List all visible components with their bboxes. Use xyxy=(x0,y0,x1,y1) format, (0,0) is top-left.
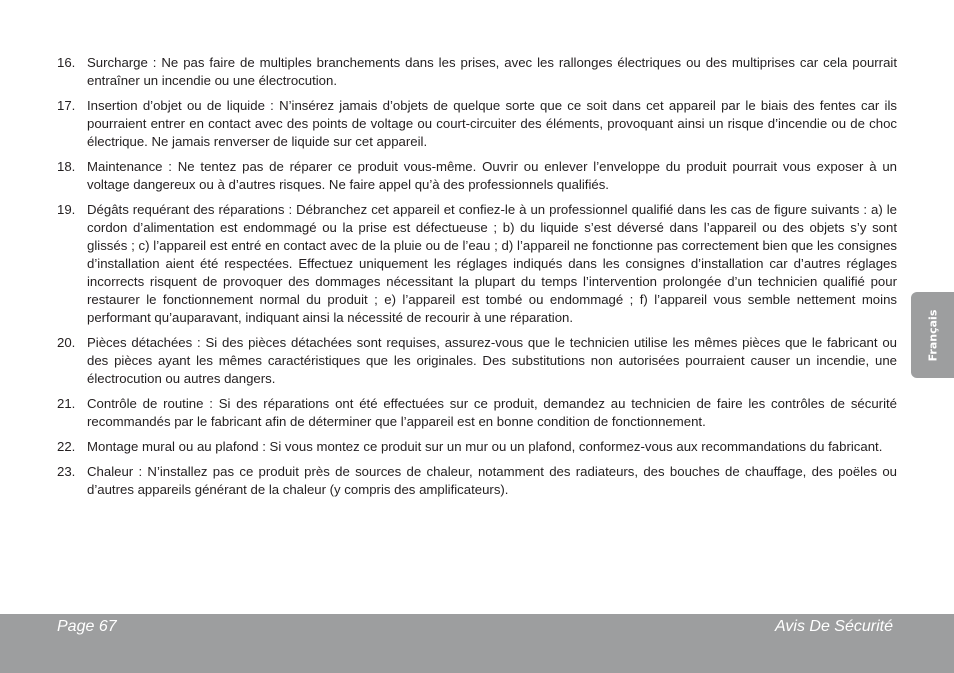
list-item xyxy=(57,463,897,499)
list-item xyxy=(57,201,897,327)
item-text: Maintenance : Ne tentez pas de réparer ce produit vous-même. Ouvrir ou enlever l’enveloppe du produit pourrait vous exposer à un voltage dangereux ou à d’autres risques. Ne faire appel qu’à des professionnels qualifiés. xyxy=(87,159,897,192)
list-item xyxy=(57,334,897,388)
list-item xyxy=(57,97,897,151)
item-number: 18. xyxy=(57,159,76,174)
item-text: Dégâts requérant des réparations : Débranchez cet appareil et confiez-le à un professionnel qualifié dans les cas de figure suivants : a) le cordon d’alimentation est endommagé ou la prise est défectueuse ; b) du liquide s’est déversé dans l’appareil ou des objets s’y sont glissés ; c) l’appareil est entré en contact avec de la pluie ou de l’eau ; d) l’appareil ne fonctionne pas correctement bien que les consignes d’installation aient été respectées. Effectuez uniquement les réglages indiqués dans les consignes d’installation car d’autres réglages incorrects risquent de provoquer des dommages nécessitant la plupart du temps l’intervention prolongée d’un technicien qualifié pour restaurer le fonctionnement normal du produit ; e) l’appareil est tombé ou endommagé ; f) l’appareil vous semble nettement moins performant qu’auparavant, indiquant ainsi la nécessité de recourir à une réparation. xyxy=(87,202,897,325)
item-text: Insertion d’objet ou de liquide : N’insérez jamais d’objets de quelque sorte que ce soit dans cet appareil par le biais des fentes car ils pourraient entrer en contact avec des points de voltage ou court-circuiter des éléments, provoquant ainsi un risque d’incendie ou de choc électrique. Ne jamais renverser de liquide sur cet appareil. xyxy=(87,98,897,149)
language-tab xyxy=(911,292,954,378)
section-title: Avis De Sécurité xyxy=(775,618,893,635)
item-number: 19. xyxy=(57,202,76,217)
item-text: Surcharge : Ne pas faire de multiples branchements dans les prises, avec les rallonges électriques ou des multiprises car cela pourrait entraîner un incendie ou une électrocution. xyxy=(87,55,897,88)
safety-list xyxy=(57,54,897,506)
item-text: Montage mural ou au plafond : Si vous montez ce produit sur un mur ou un plafond, conformez-vous aux recommandations du fabricant. xyxy=(87,439,883,454)
item-number: 16. xyxy=(57,55,76,70)
item-text: Contrôle de routine : Si des réparations ont été effectuées sur ce produit, demandez au technicien de faire les contrôles de sécurité recommandés par le fabricant afin de déterminer que l’appareil est en bonne condition de fonctionnement. xyxy=(87,396,897,429)
list-item xyxy=(57,438,897,456)
item-number: 21. xyxy=(57,396,76,411)
item-number: 22. xyxy=(57,439,76,454)
item-number: 23. xyxy=(57,464,76,479)
list-item xyxy=(57,158,897,194)
language-tab-label: Français xyxy=(926,309,940,361)
item-text: Chaleur : N’installez pas ce produit près de sources de chaleur, notamment des radiateurs, des bouches de chauffage, des poëles ou d’autres appareils générant de la chaleur (y compris des amplificateurs). xyxy=(87,464,897,497)
page-number: Page 67 xyxy=(57,618,117,635)
list-item xyxy=(57,395,897,431)
list-item xyxy=(57,54,897,90)
footer xyxy=(0,614,954,673)
item-text: Pièces détachées : Si des pièces détachées sont requises, assurez-vous que le technicien utilise les mêmes pièces que le fabricant ou des pièces ayant les mêmes caractéristiques que les originales. Des substitutions non autorisées pourraient causer un incendie, une électrocution ou autres dangers. xyxy=(87,335,897,386)
item-number: 20. xyxy=(57,335,76,350)
item-number: 17. xyxy=(57,98,76,113)
